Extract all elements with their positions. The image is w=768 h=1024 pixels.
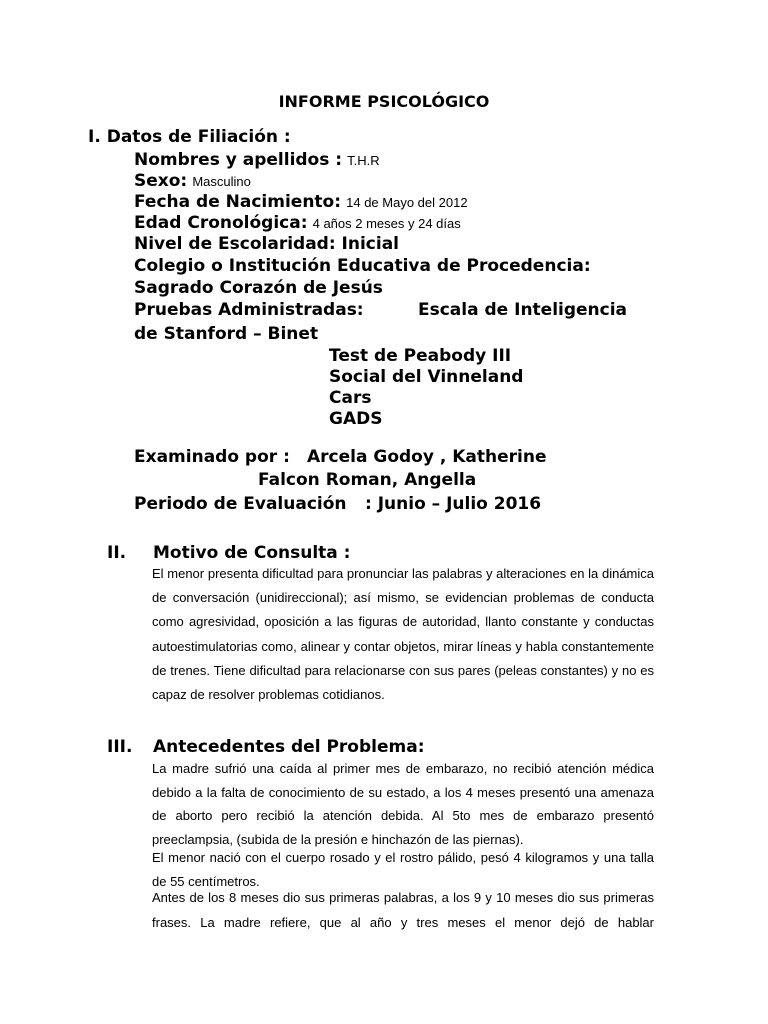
field-examinado-label: Examinado por : bbox=[134, 447, 290, 467]
field-colegio-label: Colegio o Institución Educativa de Procedencia: bbox=[134, 256, 591, 276]
field-examinado-value-1: Arcela Godoy , Katherine bbox=[307, 447, 547, 467]
field-sexo-label: Sexo: bbox=[134, 171, 188, 191]
field-pruebas-first: Escala de Inteligencia bbox=[418, 300, 628, 320]
pruebas-item: Cars bbox=[329, 388, 372, 408]
field-fecha-label: Fecha de Nacimiento: bbox=[134, 192, 342, 212]
section-2-number: II. bbox=[107, 543, 127, 563]
section-3-paragraph-3 bbox=[152, 886, 654, 935]
field-colegio-value: Sagrado Corazón de Jesús bbox=[134, 278, 383, 298]
field-nombres bbox=[134, 150, 380, 170]
field-pruebas-label: Pruebas Administradas: bbox=[134, 300, 364, 320]
pruebas-item: GADS bbox=[329, 409, 383, 429]
section-3-heading: Antecedentes del Problema: bbox=[153, 737, 425, 757]
field-edad bbox=[134, 213, 461, 233]
section-3-number: III. bbox=[107, 737, 133, 757]
section-3-paragraph-1 bbox=[152, 757, 654, 851]
field-examinado-value-2: Falcon Roman, Angella bbox=[258, 470, 477, 490]
antecedentes-text-2: El menor nació con el cuerpo rosado y el rostro pálido, pesó 4 kilogramos y una talla de 55 centímetros. bbox=[152, 850, 654, 889]
field-periodo-value: : Junio – Julio 2016 bbox=[365, 494, 542, 514]
pruebas-item: Test de Peabody III bbox=[329, 346, 512, 366]
antecedentes-text-3: Antes de los 8 meses dio sus primeras palabras, a los 9 y 10 meses dio sus primeras frases. La madre refiere, que al año y tres meses el menor dejó de hablar bbox=[152, 890, 654, 930]
field-edad-label: Edad Cronológica: bbox=[134, 213, 308, 233]
section-2-paragraph bbox=[152, 562, 654, 707]
field-nombres-value: T.H.R bbox=[347, 153, 380, 168]
field-sexo-value: Masculino bbox=[192, 174, 251, 189]
pruebas-item: Social del Vinneland bbox=[329, 367, 524, 387]
document-title: INFORME PSICOLÓGICO bbox=[278, 92, 490, 111]
field-edad-value: 4 años 2 meses y 24 días bbox=[312, 216, 461, 231]
field-sexo bbox=[134, 171, 251, 191]
motivo-text: El menor presenta dificultad para pronunciar las palabras y alteraciones en la dinámica de conversación (unidireccional); así mismo, se evidencian problemas de conducta como agresividad, oposición a las figuras de autoridad, llanto constante y conductas autoestimulatorias como, alinear y contar objetos, mirar líneas y habla constantemente de trenes. Tiene dificultad para relacionarse con sus pares (peleas constantes) y no es capaz de resolver problemas cotidianos. bbox=[152, 566, 654, 703]
field-periodo-label: Periodo de Evaluación bbox=[134, 494, 347, 514]
field-fecha-value: 14 de Mayo del 2012 bbox=[346, 195, 468, 210]
antecedentes-text-1: La madre sufrió una caída al primer mes de embarazo, no recibió atención médica debido a la falta de conocimiento de su estado, a los 4 meses presentó una amenaza de aborto pero recibió la atención debida. Al 5to mes de embarazo presentó preeclampsia, (subida de la presión e hinchazón de las piernas). bbox=[152, 761, 654, 847]
section-2-heading: Motivo de Consulta : bbox=[153, 543, 351, 563]
field-nivel: Nivel de Escolaridad: Inicial bbox=[134, 234, 400, 254]
field-fecha bbox=[134, 192, 468, 212]
section-1-heading: I. Datos de Filiación : bbox=[88, 127, 291, 147]
field-nombres-label: Nombres y apellidos : bbox=[134, 150, 343, 170]
field-pruebas-first-cont: de Stanford – Binet bbox=[134, 324, 319, 344]
